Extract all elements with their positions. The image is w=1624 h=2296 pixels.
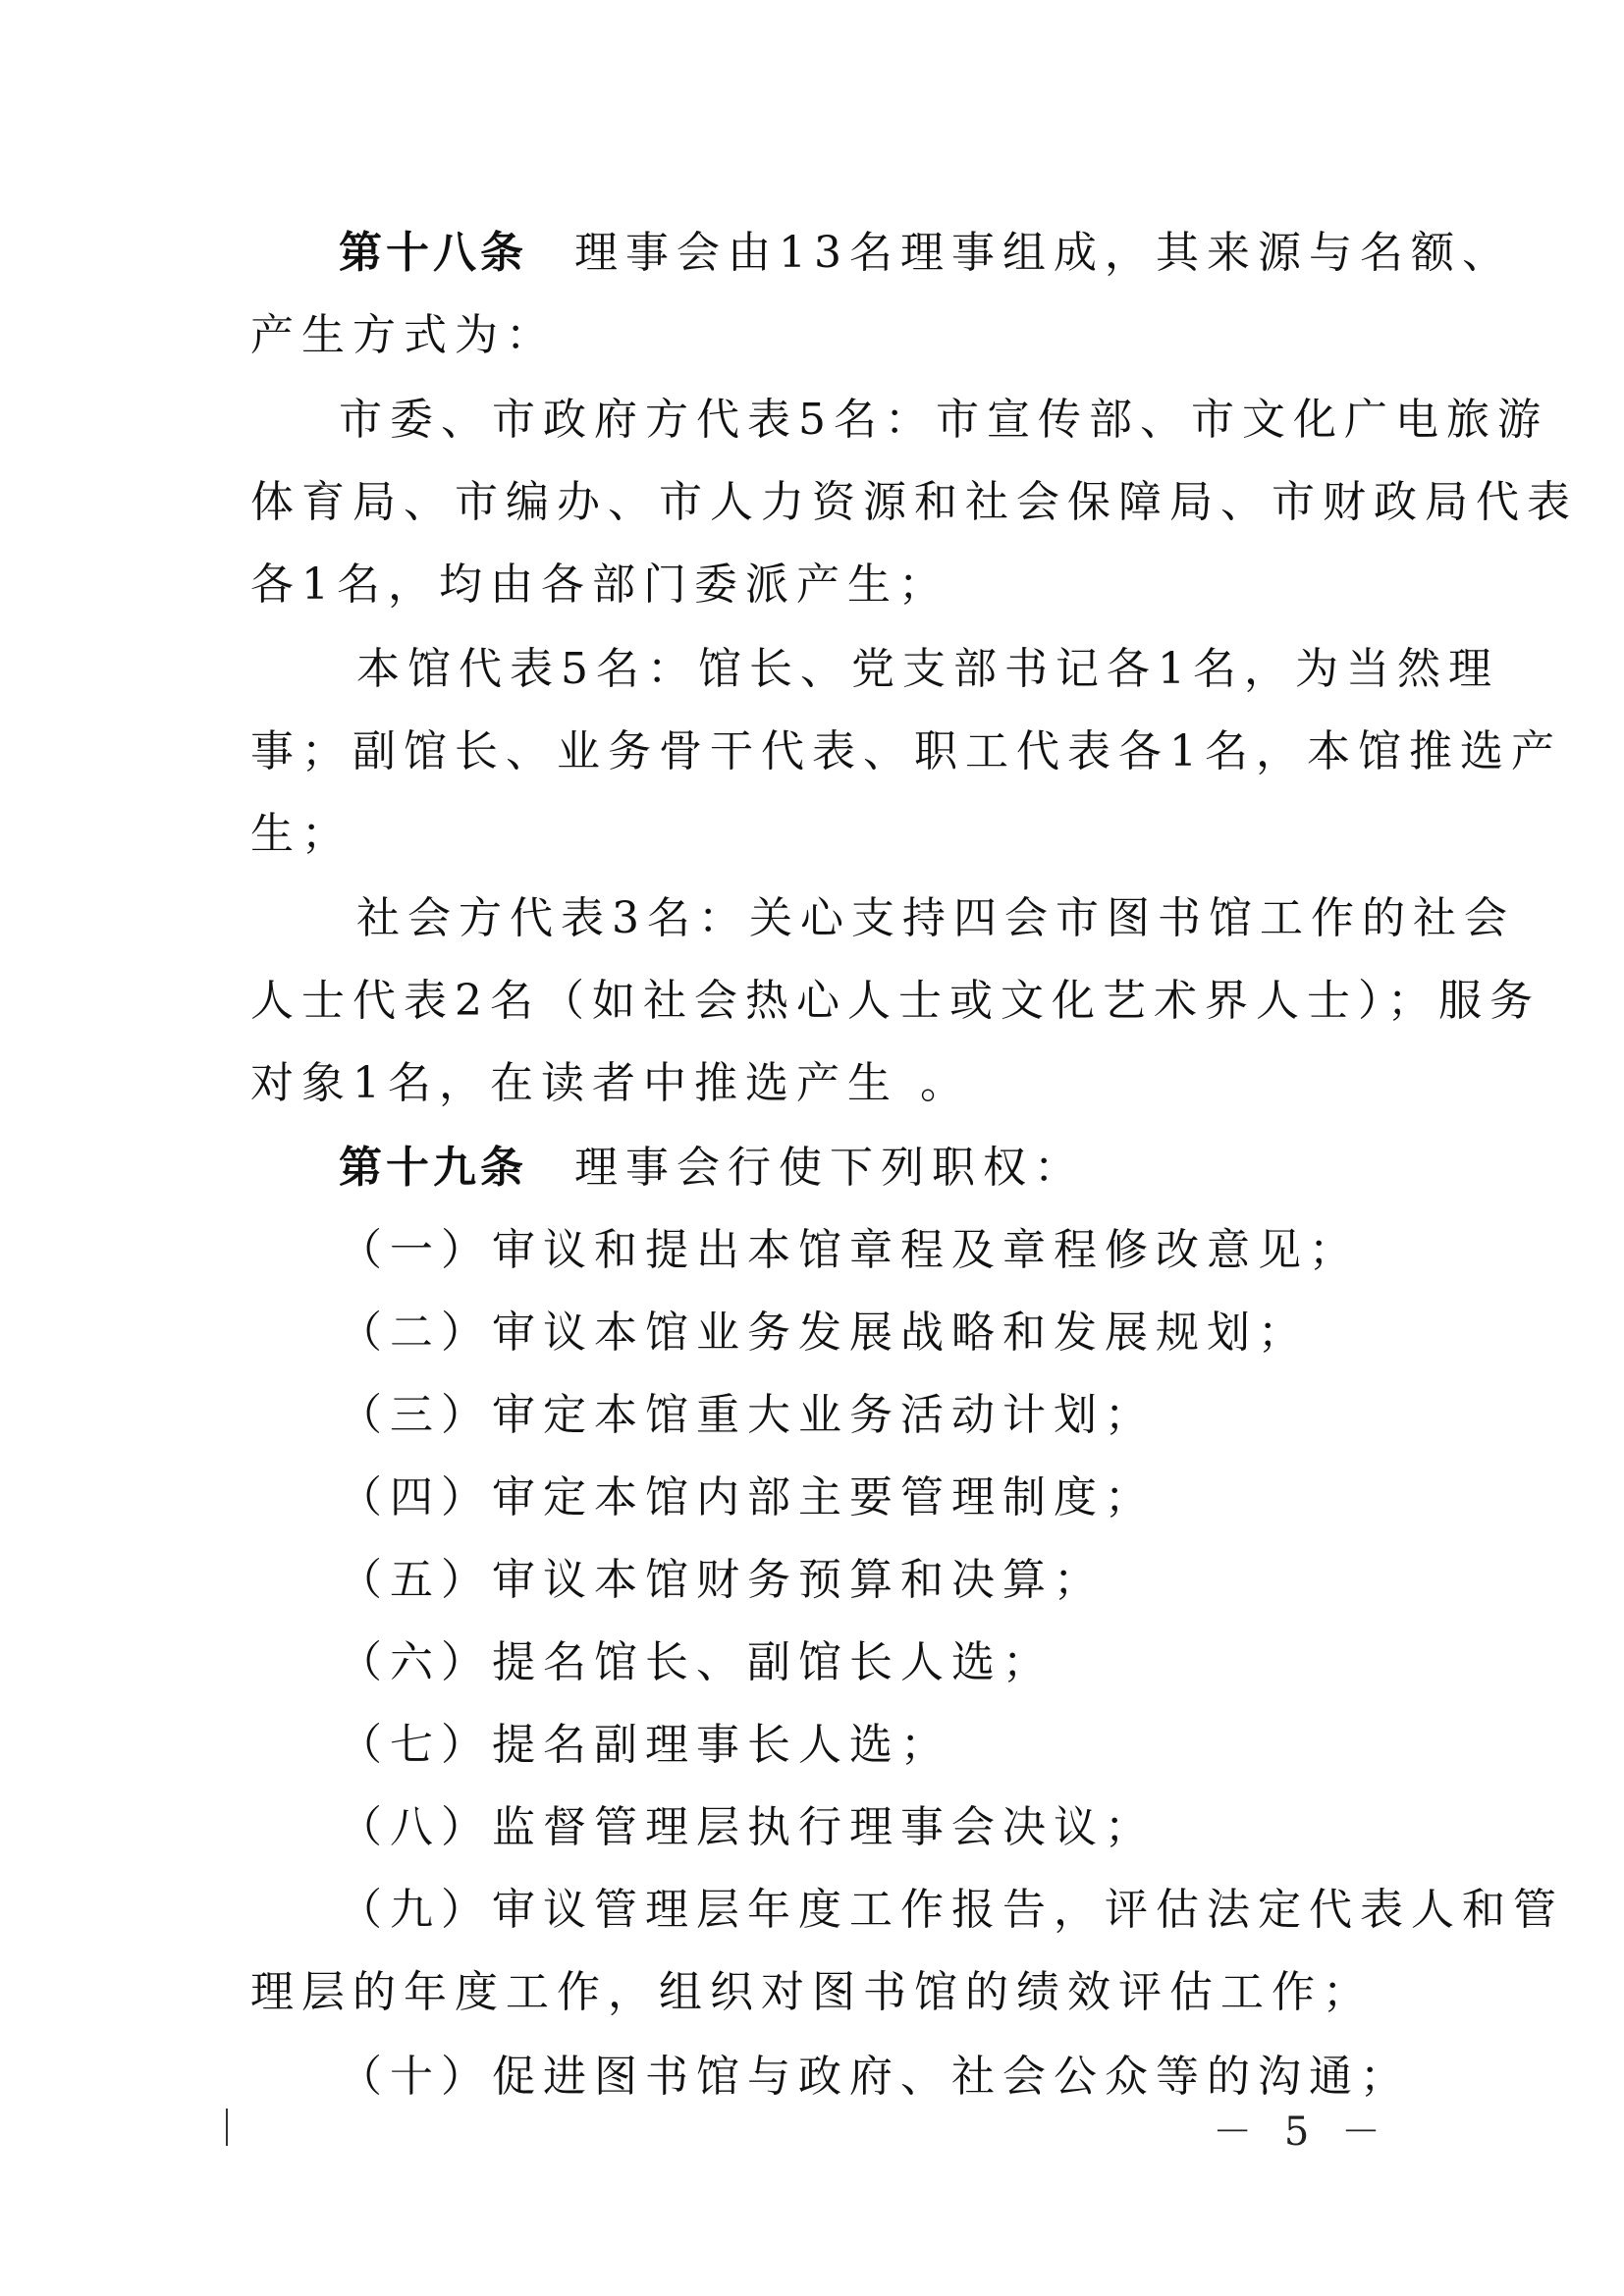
- power-item-10: （十）促进图书馆与政府、社会公众等的沟通；: [339, 2052, 1411, 2102]
- power-item-1: （一）审议和提出本馆章程及章程修改意见；: [339, 1225, 1360, 1275]
- article-18-heading: 第十八条: [339, 228, 527, 278]
- library-para-line-2: 事；副馆长、业务骨干代表、职工代表各1名，本馆推选产: [250, 726, 1562, 776]
- article-18-text: 理事会由13名理事组成，其来源与名额、: [574, 228, 1513, 278]
- power-item-6: （六）提名馆长、副馆长人选；: [339, 1637, 1054, 1687]
- article-19-line-1: [339, 1139, 1468, 1198]
- library-para-line-3: 生；: [250, 809, 352, 859]
- article-19-heading: 第十九条: [339, 1143, 527, 1193]
- power-item-4: （四）审定本馆内部主要管理制度；: [339, 1472, 1156, 1522]
- power-item-9-line-1: （九）审议管理层年度工作报告，评估法定代表人和管: [339, 1885, 1564, 1935]
- power-item-2: （二）审议本馆业务发展战略和发展规划；: [339, 1308, 1309, 1358]
- society-para-line-1: 社会方代表3名：关心支持四会市图书馆工作的社会: [356, 893, 1515, 943]
- page-number: － 5 －: [1213, 2109, 1390, 2155]
- gov-para-line-3: 各1名，均由各部门委派产生；: [250, 560, 949, 610]
- gov-para-line-1: 市委、市政府方代表5名：市宣传部、市文化广电旅游: [339, 395, 1548, 445]
- library-para-line-1: 本馆代表5名：馆长、党支部书记各1名，为当然理: [356, 644, 1499, 694]
- power-item-5: （五）审议本馆财务预算和决算；: [339, 1555, 1105, 1605]
- article-18-line-1: [339, 224, 1513, 283]
- gov-para-line-2: 体育局、市编办、市人力资源和社会保障局、市财政局代表: [250, 477, 1578, 527]
- margin-rule: [226, 2109, 228, 2146]
- power-item-3: （三）审定本馆重大业务活动计划；: [339, 1390, 1156, 1440]
- article-18-line-2: 产生方式为：: [250, 310, 557, 360]
- power-item-9-line-2: 理层的年度工作，组织对图书馆的绩效评估工作；: [250, 1967, 1374, 2017]
- article-19-text: 理事会行使下列职权：: [574, 1143, 1085, 1193]
- power-item-8: （八）监督管理层执行理事会决议；: [339, 1802, 1156, 1852]
- society-para-line-3: 对象1名，在读者中推选产生 。: [250, 1058, 971, 1108]
- society-para-line-2: 人士代表2名（如社会热心人士或文化艺术界人士）；服务: [250, 976, 1541, 1026]
- power-item-7: （七）提名副理事长人选；: [339, 1720, 951, 1770]
